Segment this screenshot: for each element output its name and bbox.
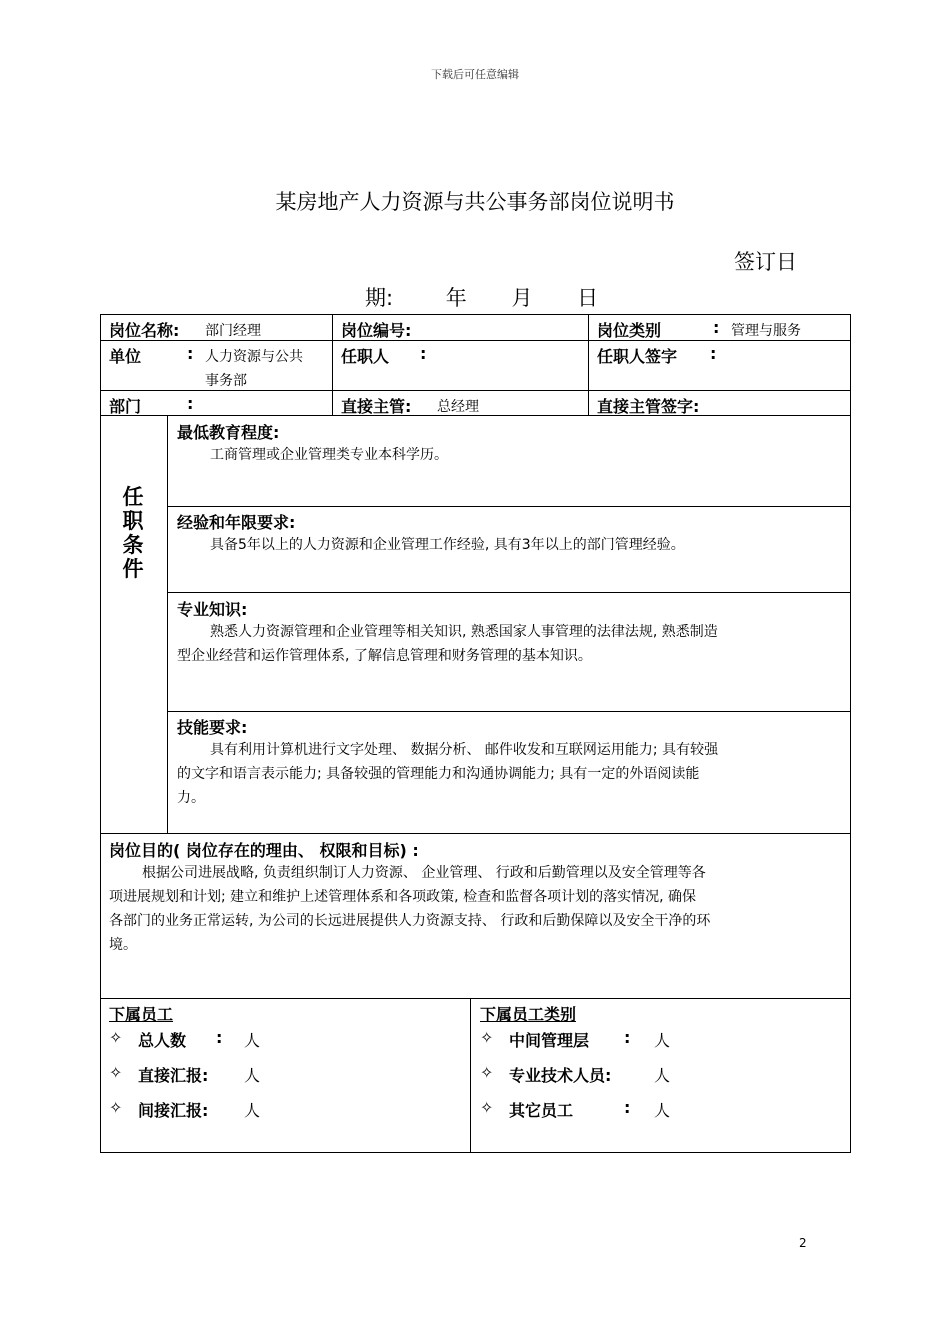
skills-line2: 的文字和语言表示能力; 具备较强的管理能力和沟通协调能力; 具有一定的外语阅读能 [177,766,700,782]
skills-line3: 力。 [177,790,205,806]
other-staff-colon: : [624,1098,631,1117]
diamond-bullet-icon: ✧ [480,1063,494,1082]
knowledge-line1: 熟悉人力资源管理和企业管理等相关知识, 熟悉国家人事管理的法律法规, 熟悉制造 [210,624,718,640]
date-day: 日 [577,286,599,310]
page-number: 2 [799,1236,807,1250]
purpose-line1: 根据公司进展战略, 负责组织制订人力资源、 企业管理、 行政和后勤管理以及安全管理等各 [142,865,706,881]
diamond-bullet-icon: ✧ [480,1028,494,1047]
direct-report-label: 直接汇报: [138,1066,209,1085]
purpose-line4: 境。 [109,937,137,953]
other-staff-label: 其它员工 [509,1101,574,1120]
job-holder-colon: : [420,344,427,363]
experience-title: 经验和年限要求: [177,513,296,532]
direct-supervisor-sign-label: 直接主管签字: [597,397,700,416]
knowledge-title: 专业知识: [177,600,248,619]
unit-value-line2: 事务部 [205,373,247,389]
technical-staff-unit: 人 [654,1066,671,1085]
skills-line1: 具有利用计算机进行文字处理、 数据分析、 邮件收发和互联网运用能力; 具有较强 [210,742,719,758]
unit-label: 单位 [109,347,142,366]
qualifications-vertical-label [120,485,146,581]
total-headcount-unit: 人 [244,1031,261,1050]
date-qi: 期: [365,286,394,310]
middle-management-label: 中间管理层 [509,1031,590,1050]
signing-date-label: 签订日 [734,250,797,274]
signing-date-line [365,282,598,312]
education-text: 工商管理或企业管理类专业本科学历。 [210,447,448,463]
middle-management-unit: 人 [654,1031,671,1050]
vertical-char: 件 [122,557,144,581]
indirect-report-label: 间接汇报: [138,1101,209,1120]
diamond-bullet-icon: ✧ [109,1098,123,1117]
direct-supervisor-value: 总经理 [437,399,479,415]
total-headcount-colon: : [216,1028,223,1047]
date-year: 年 [445,286,467,310]
other-staff-unit: 人 [654,1101,671,1120]
purpose-title: 岗位目的( 岗位存在的理由、 权限和目标) : [109,841,419,860]
vertical-char: 职 [122,509,144,533]
job-holder-sign-colon: : [710,344,717,363]
diamond-bullet-icon: ✧ [480,1098,494,1117]
knowledge-line2: 型企业经营和运作管理体系, 了解信息管理和财务管理的基本知识。 [177,648,592,664]
subordinates-title: 下属员工 [109,1005,174,1024]
skills-title: 技能要求: [177,718,248,737]
unit-colon: : [187,344,194,363]
position-type-label: 岗位类别 [597,321,662,340]
technical-staff-label: 专业技术人员: [509,1066,612,1085]
vertical-char: 条 [122,533,144,557]
subordinate-category-title: 下属员工类别 [480,1005,577,1024]
diamond-bullet-icon: ✧ [109,1028,123,1047]
job-holder-sign-label: 任职人签字 [597,347,678,366]
department-colon: : [187,394,194,413]
position-name-value: 部门经理 [205,323,261,339]
vertical-char: 任 [122,485,144,509]
position-code-label: 岗位编号: [341,321,412,340]
purpose-line2: 项进展规划和计划; 建立和维护上述管理体系和各项政策, 检查和监督各项计划的落实情况, 确保 [109,889,696,905]
job-holder-label: 任职人 [341,347,390,366]
direct-supervisor-label: 直接主管: [341,397,412,416]
education-title: 最低教育程度: [177,423,280,442]
diamond-bullet-icon: ✧ [109,1063,123,1082]
date-month: 月 [511,286,533,310]
purpose-line3: 各部门的业务正常运转, 为公司的长远进展提供人力资源支持、 行政和后勤保障以及安全干净的环 [109,913,711,929]
indirect-report-unit: 人 [244,1101,261,1120]
position-name-label: 岗位名称: [109,321,180,340]
header-note: 下载后可任意编辑 [431,68,519,81]
position-type-colon: : [713,318,720,337]
direct-report-unit: 人 [244,1066,261,1085]
department-label: 部门 [109,397,142,416]
experience-text: 具备5年以上的人力资源和企业管理工作经验, 具有3年以上的部门管理经验。 [210,537,685,553]
position-type-value: 管理与服务 [731,323,801,339]
middle-management-colon: : [624,1028,631,1047]
document-title: 某房地产人力资源与共公事务部岗位说明书 [275,190,675,214]
total-headcount-label: 总人数 [138,1031,187,1050]
unit-value-line1: 人力资源与公共 [205,349,303,365]
